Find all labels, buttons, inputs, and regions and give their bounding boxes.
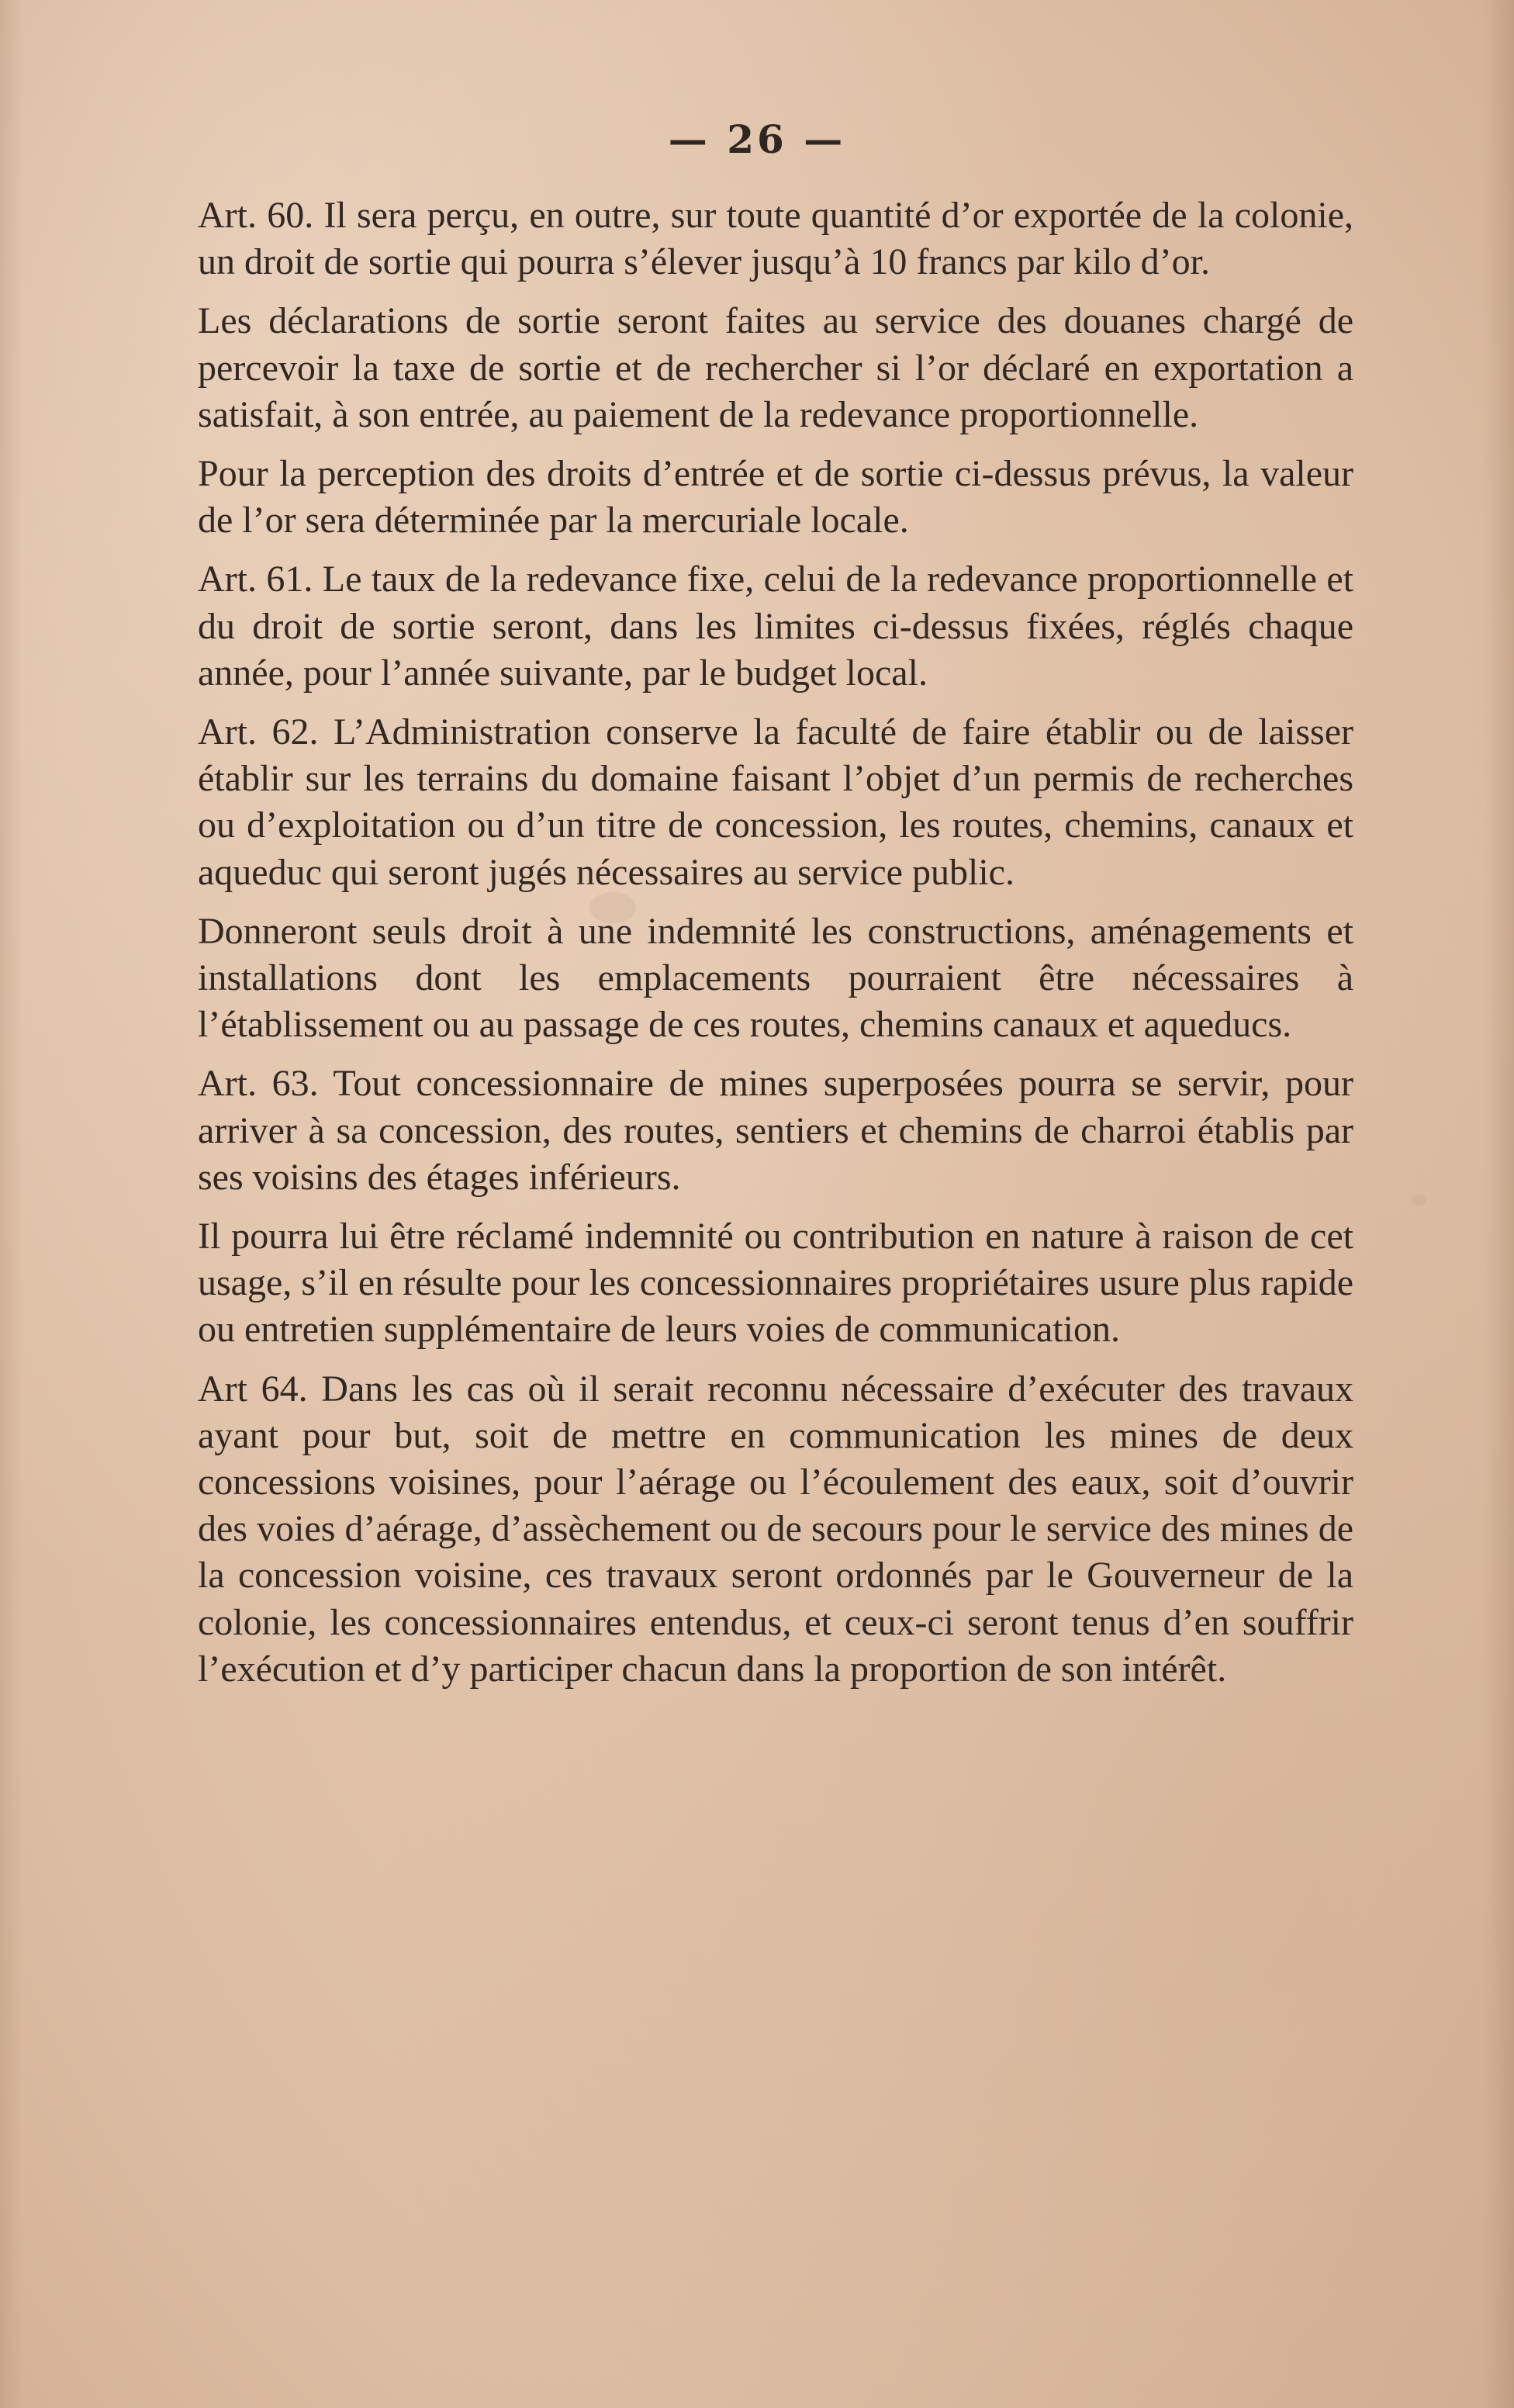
paragraph-art-62: Art. 62. L’Administration conserve la faculté de faire établir ou de laisser établir sur les terrains du domaine faisant l’objet d’un permis de recherches ou d’exploitation ou d’un titre de concession, les routes, chemins, canaux et aqueduc qui seront jugés nécessaires au service public.	[198, 711, 1353, 893]
paragraph: Il pourra lui être réclamé indemnité ou contribution en nature à raison de cet usage, s’il en résulte pour les concessionnaires propriétaires usure plus rapide ou entretien supplémentaire de leurs voies de communication.	[198, 1216, 1353, 1351]
paragraph-art-61: Art. 61. Le taux de la redevance fixe, celui de la redevance proportionnelle et du droit de sortie seront, dans les limites ci-dessus fixées, réglés chaque année, pour l’année suivante, par le budget local.	[198, 559, 1353, 694]
paragraph: Pour la perception des droits d’entrée et de sortie ci-dessus prévus, la valeur de l’or sera déterminée par la mercuriale locale.	[198, 453, 1353, 541]
paragraph: Les déclarations de sortie seront faites au service des douanes chargé de percevoir la taxe de sortie et de rechercher si l’or déclaré en exportation a satisfait, à son entrée, au paiement de la redevance proportionnelle.	[198, 300, 1353, 435]
paragraph: Donneront seuls droit à une indemnité les constructions, aménagements et installations dont les emplacements pourraient être nécessaires à l’établissement ou au passage de ces routes, chemins canaux et aqueducs.	[198, 910, 1353, 1046]
paragraph-art-64: Art 64. Dans les cas où il serait reconnu nécessaire d’exécuter des travaux ayant pour but, soit de mettre en communication les mines de deux concessions voisines, pour l’aérage ou l’écoulement des eaux, soit d’ouvrir des voies d’aérage, d’assèchement ou de secours pour le service des mines de la concession voisine, ces travaux seront ordonnés par le Gouverneur de la colonie, les concessionnaires entendus, et ceux-ci seront tenus d’en souffrir l’exécution et d’y participer chacun dans la proportion de son intérêt.	[198, 1368, 1353, 1690]
paragraph-art-60: Art. 60. Il sera perçu, en outre, sur toute quantité d’or exportée de la colonie, un droit de sortie qui pourra s’élever jusqu’à 10 francs par kilo d’or.	[198, 195, 1353, 283]
page-number: — 26 —	[668, 116, 846, 162]
left-edge-shadow	[0, 0, 23, 2408]
body-text	[198, 192, 1353, 1705]
paragraph-art-63: Art. 63. Tout concessionnaire de mines superposées pourra se servir, pour arriver à sa concession, des routes, sentiers et chemins de charroi établis par ses voisins des étages inférieurs.	[198, 1063, 1353, 1198]
paper-stain	[1412, 1195, 1426, 1206]
right-edge-shadow	[1483, 0, 1514, 2408]
